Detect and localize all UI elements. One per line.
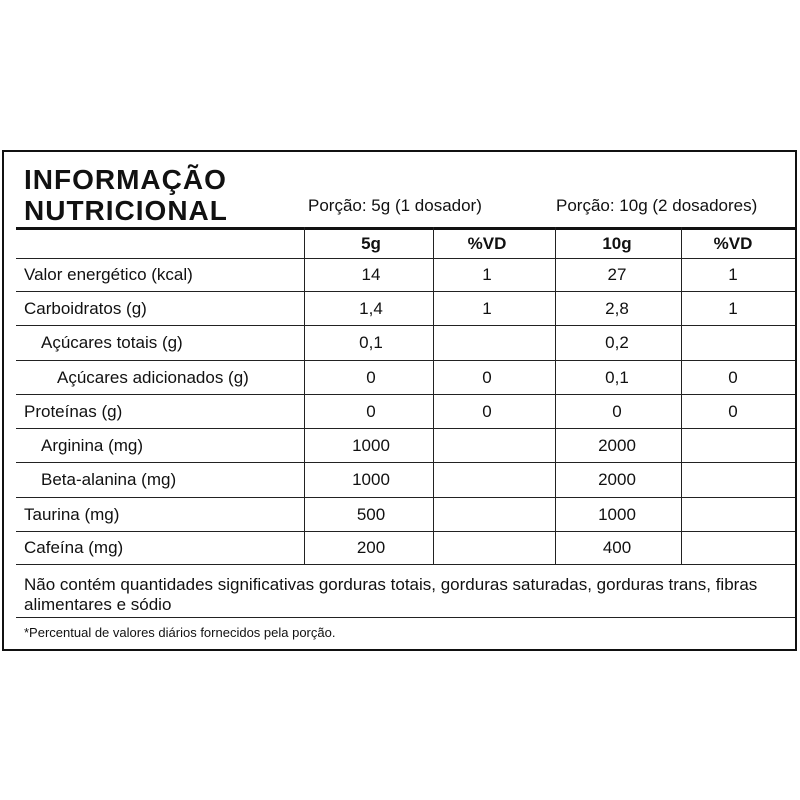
row-divider — [16, 360, 795, 361]
row-value-b: 0 — [482, 368, 492, 387]
row-value-c: 0 — [612, 402, 622, 421]
row-divider — [16, 394, 795, 395]
row-divider — [16, 291, 795, 292]
row-value-c: 27 — [607, 265, 627, 284]
column-header-c: 10g — [602, 234, 632, 253]
row-value-a: 14 — [361, 265, 381, 284]
row-value-c: 400 — [602, 538, 632, 557]
footnote: *Percentual de valores diários fornecidos pela porção. — [24, 625, 336, 640]
row-value-b: 0 — [482, 402, 492, 421]
row-label: Cafeína (mg) — [24, 538, 124, 557]
row-value-c: 0,2 — [605, 333, 629, 352]
row-label: Proteínas (g) — [24, 402, 123, 421]
title-line-2: NUTRICIONAL — [24, 195, 228, 226]
nutrition-title — [24, 164, 228, 226]
row-label: Arginina (mg) — [41, 436, 144, 455]
column-header-b: %VD — [467, 234, 507, 253]
divider-thick — [16, 227, 795, 230]
title-line-1: INFORMAÇÃO — [24, 164, 227, 195]
row-label: Açúcares totais (g) — [41, 333, 183, 352]
row-label: Taurina (mg) — [24, 505, 120, 524]
row-label: Carboidratos (g) — [24, 299, 147, 318]
row-divider — [16, 531, 795, 532]
row-value-d: 0 — [728, 402, 738, 421]
row-value-c: 1000 — [598, 505, 636, 524]
row-value-c: 2000 — [598, 470, 636, 489]
column-header-d: %VD — [713, 234, 753, 253]
row-value-d: 0 — [728, 368, 738, 387]
row-label: Valor energético (kcal) — [24, 265, 193, 284]
row-value-c: 2,8 — [605, 299, 629, 318]
row-value-d: 1 — [728, 299, 738, 318]
row-label: Açúcares adicionados (g) — [57, 368, 249, 387]
row-divider — [16, 428, 795, 429]
row-value-a: 1,4 — [359, 299, 383, 318]
row-value-b: 1 — [482, 265, 492, 284]
row-value-a: 1000 — [352, 436, 390, 455]
row-value-a: 0 — [366, 402, 376, 421]
row-value-a: 1000 — [352, 470, 390, 489]
row-value-a: 0,1 — [359, 333, 383, 352]
row-value-a: 500 — [356, 505, 386, 524]
column-divider — [304, 227, 305, 564]
row-divider — [16, 325, 795, 326]
row-value-d: 1 — [728, 265, 738, 284]
row-divider — [16, 462, 795, 463]
row-divider — [16, 497, 795, 498]
portion-2-label: Porção: 10g (2 dosadores) — [556, 196, 758, 215]
nutrition-facts-panel — [2, 150, 797, 651]
row-label: Beta-alanina (mg) — [41, 470, 177, 489]
row-divider — [16, 258, 795, 259]
divider-footnote — [16, 617, 795, 618]
row-value-a: 0 — [366, 368, 376, 387]
row-value-c: 0,1 — [605, 368, 629, 387]
column-divider — [555, 227, 556, 564]
portion-1-label: Porção: 5g (1 dosador) — [308, 196, 482, 215]
row-value-b: 1 — [482, 299, 492, 318]
row-value-c: 2000 — [598, 436, 636, 455]
column-header-a: 5g — [361, 234, 381, 253]
not-significant-note: Não contém quantidades significativas gorduras totais, gorduras saturadas, gorduras trans, fibras alimentares e sódio — [24, 575, 758, 614]
divider-note — [16, 564, 795, 565]
row-value-a: 200 — [356, 538, 386, 557]
